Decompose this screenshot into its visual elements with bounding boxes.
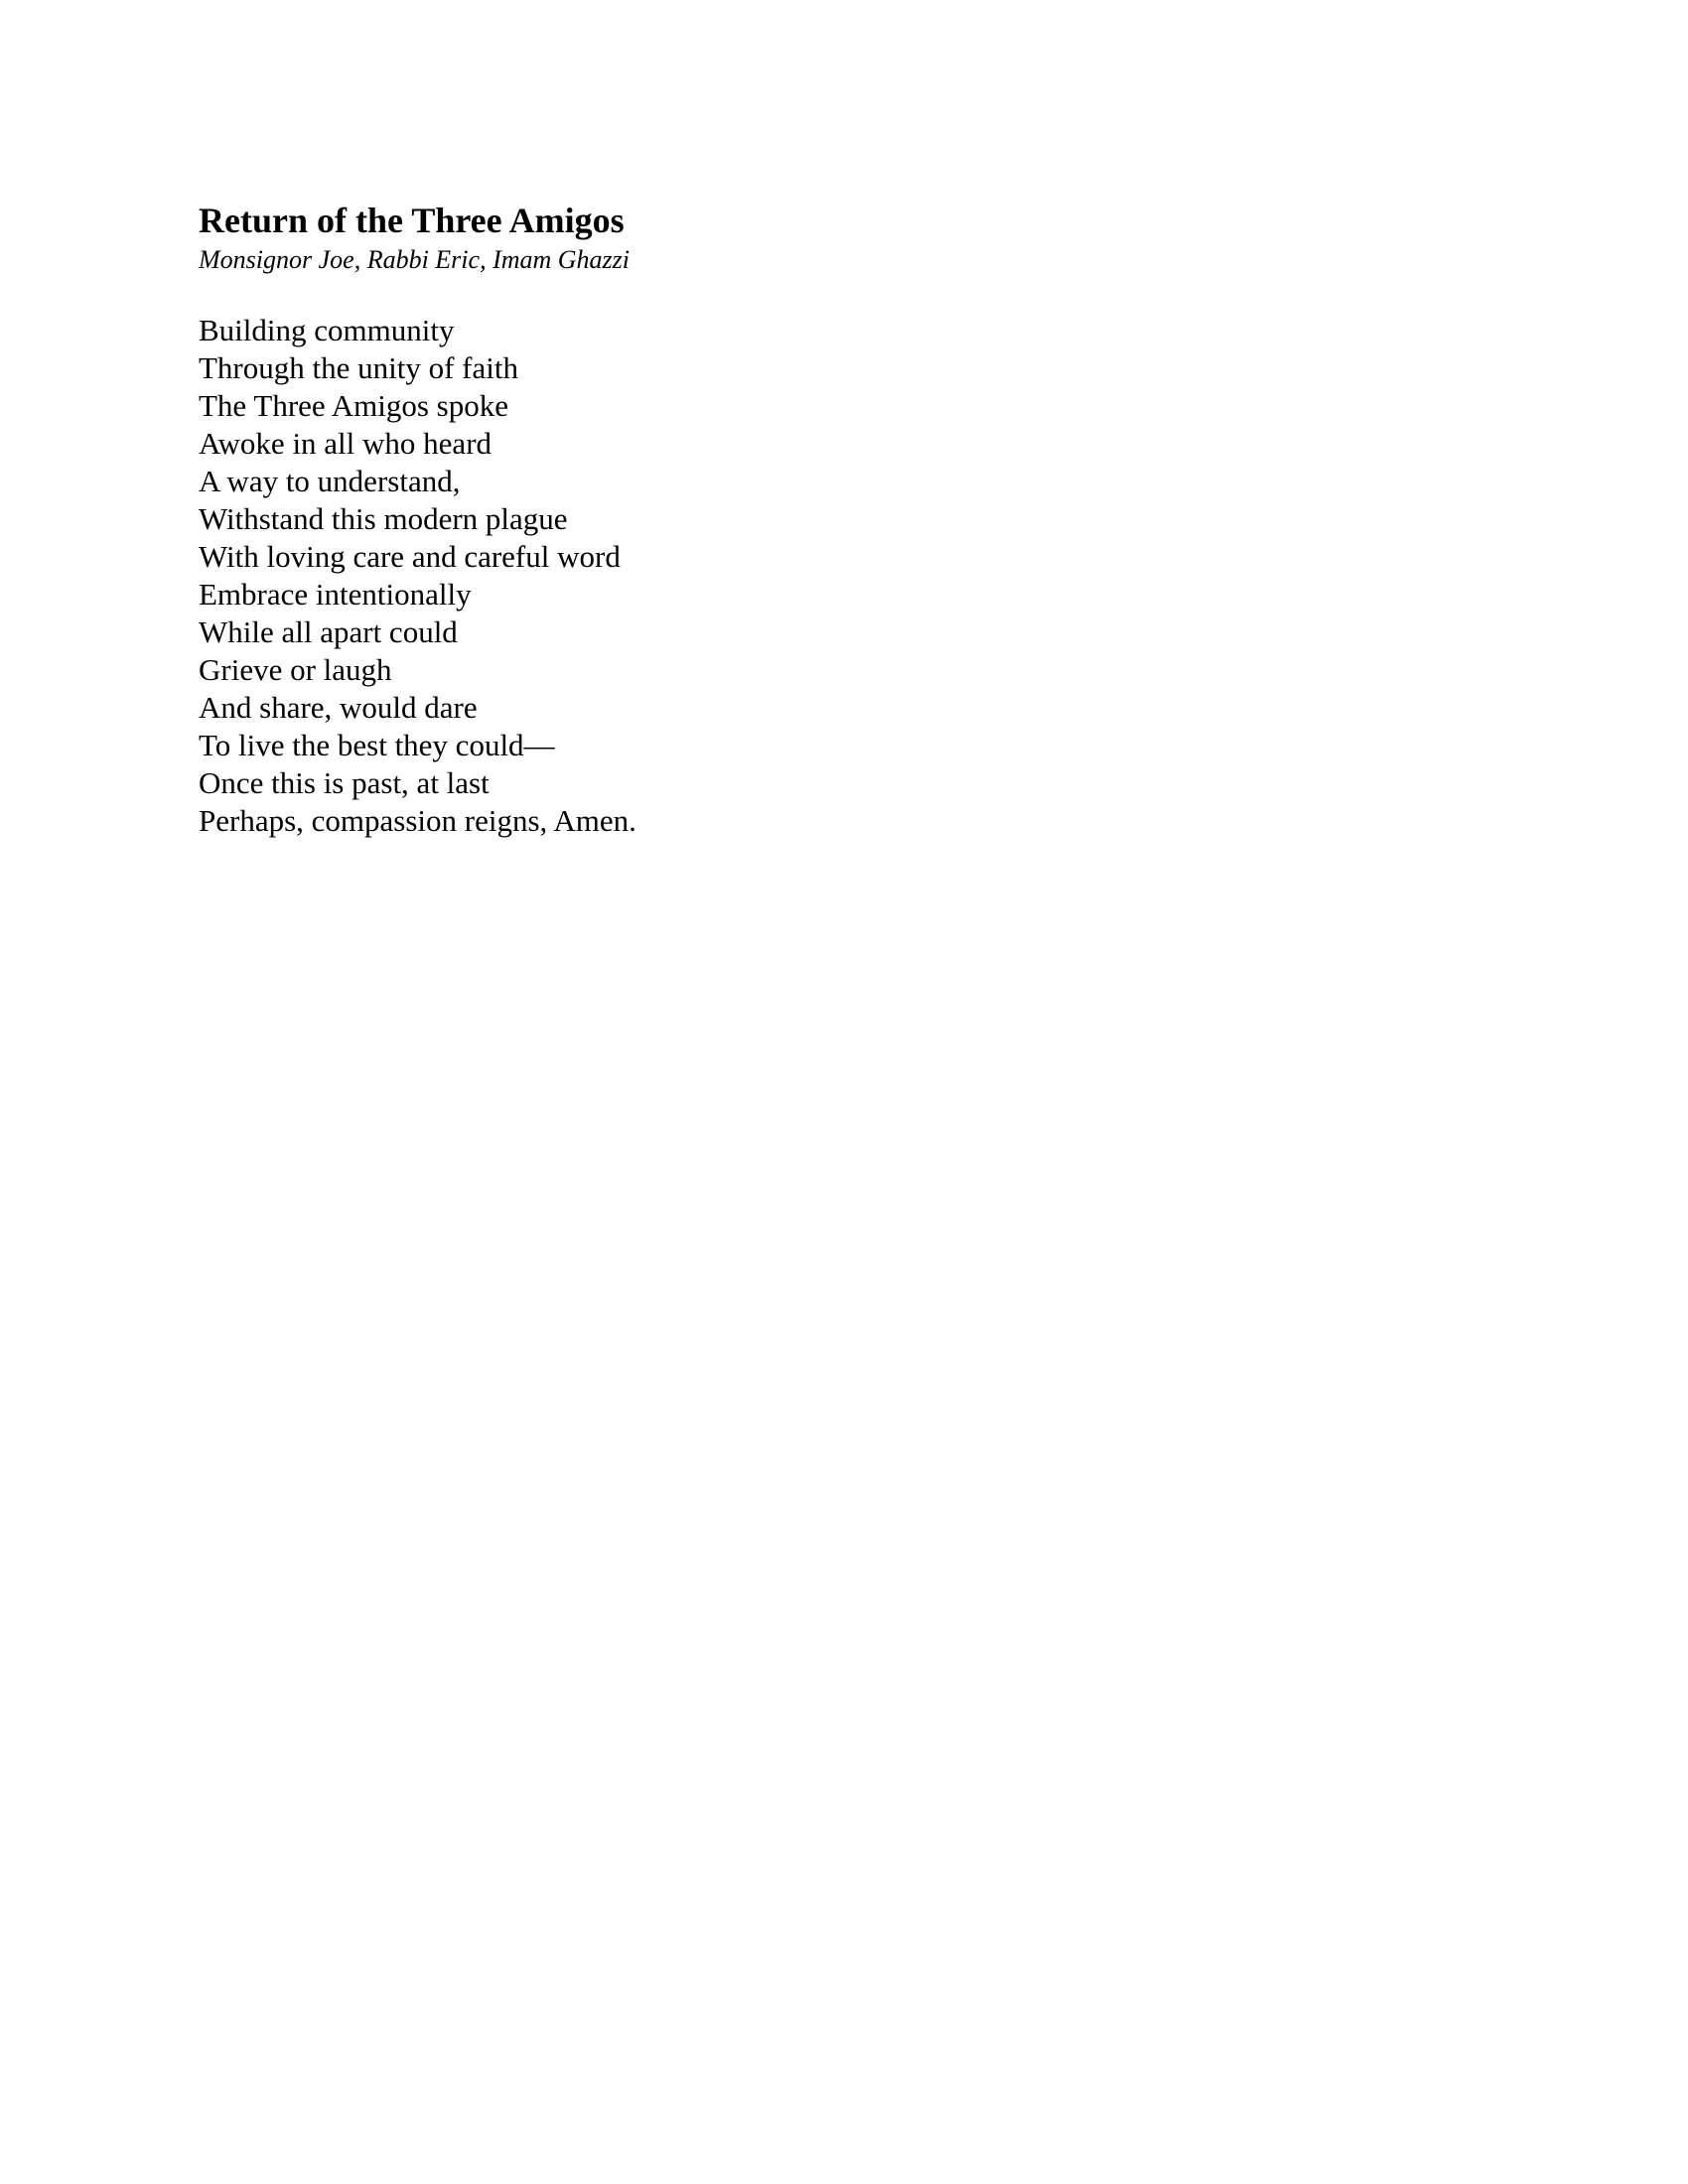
poem-line: While all apart could [199,614,458,649]
poem [199,197,1489,840]
poem-lines [199,312,1489,840]
poem-line: Grieve or laugh [199,652,392,687]
poem-line: Through the unity of faith [199,350,518,385]
poem-line: Perhaps, compassion reigns, Amen. [199,803,636,838]
poem-line: Once this is past, at last [199,765,490,800]
poem-line: A way to understand, [199,464,461,498]
poem-authors: Monsignor Joe, Rabbi Eric, Imam Ghazzi [199,245,631,274]
poem-line: To live the best they could— [199,728,555,762]
poem-line: The Three Amigos spoke [199,388,508,423]
poem-line: With loving care and careful word [199,539,621,574]
poem-line: Building community [199,313,455,347]
poem-line: Embrace intentionally [199,577,472,612]
poem-title: Return of the Three Amigos [199,201,625,240]
poem-line: Withstand this modern plague [199,501,568,536]
poem-line: Awoke in all who heard [199,426,492,461]
poem-line: And share, would dare [199,690,478,725]
